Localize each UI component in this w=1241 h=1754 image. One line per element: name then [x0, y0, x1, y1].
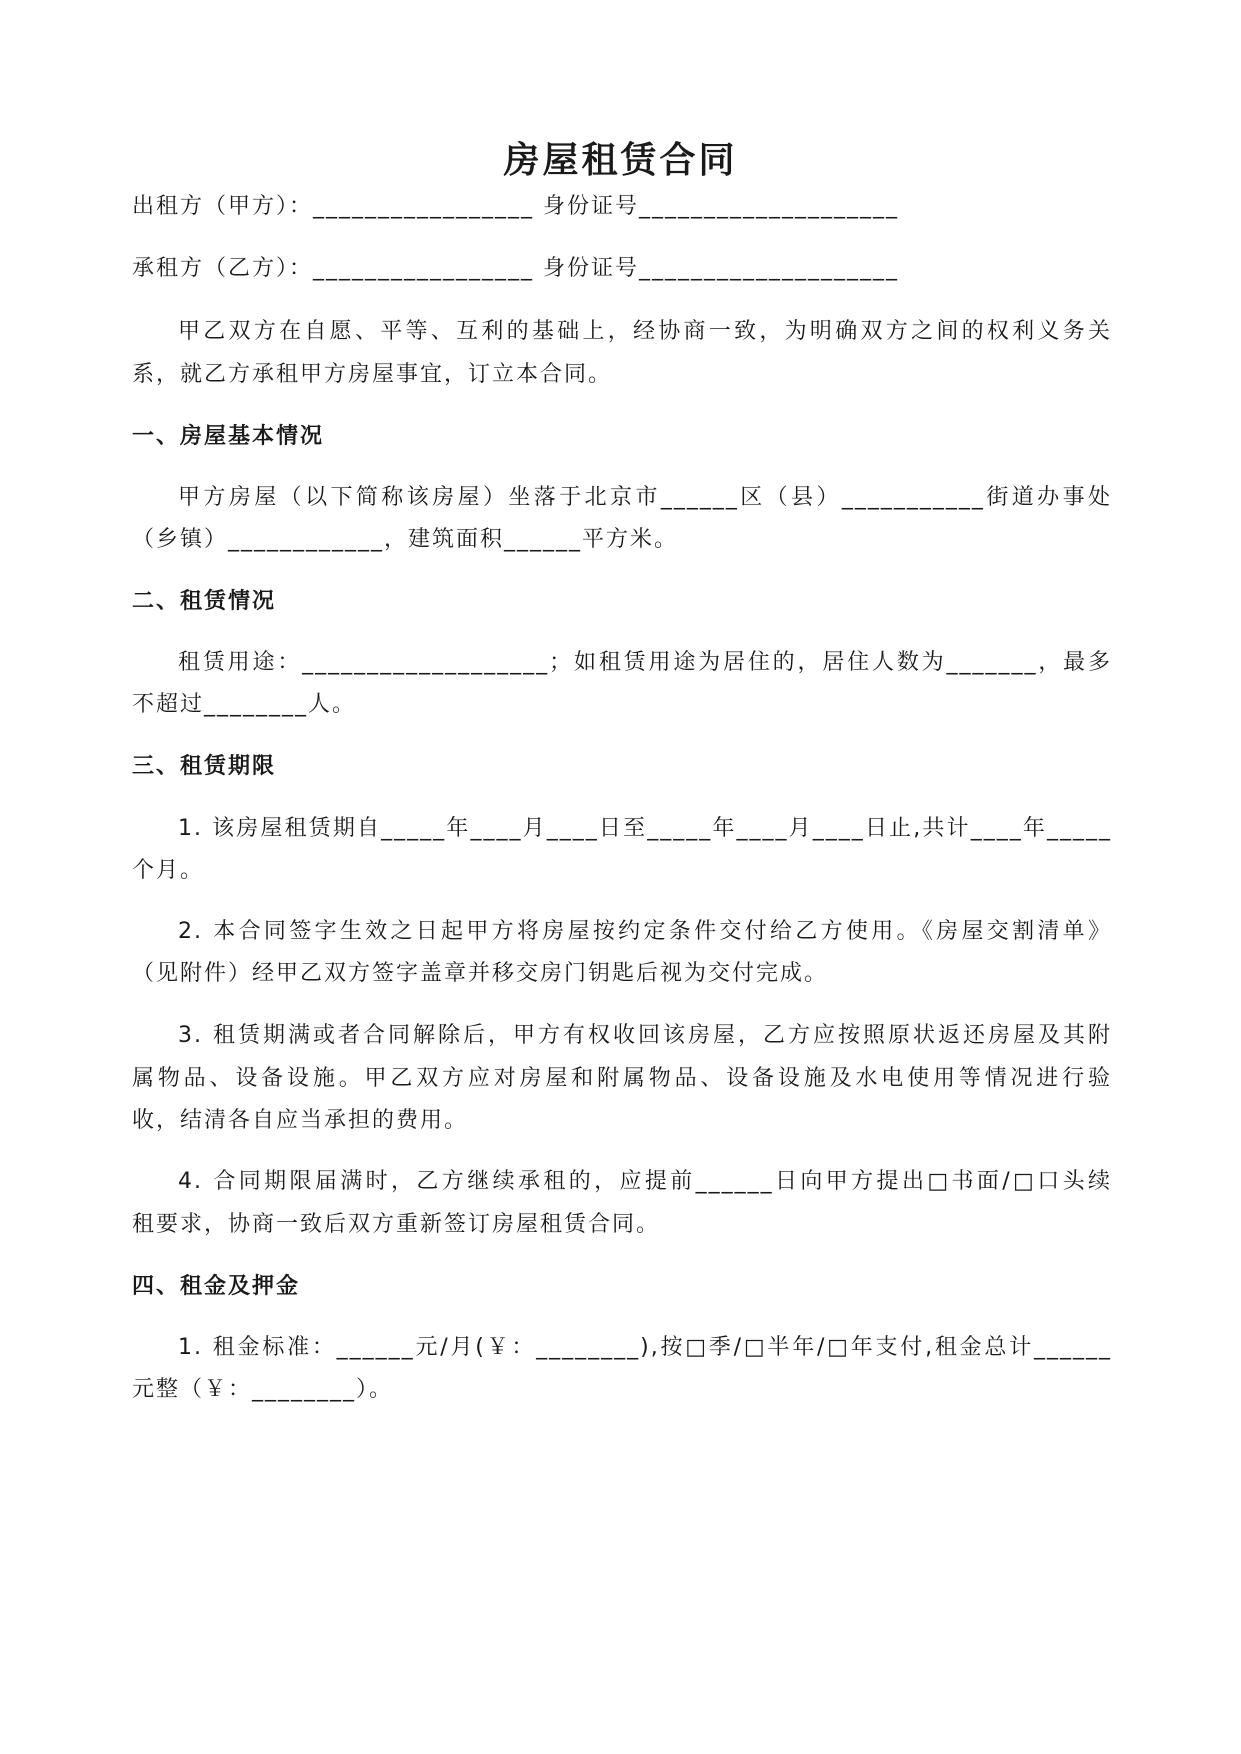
lease-term-item-1-line-1: 1. 该房屋租赁期自_____年____月____日至_____年____月____日止,共计____年_____ [178, 816, 1112, 841]
lease-info-line-2: 不超过________人。 [132, 692, 357, 717]
section-heading-lease-info: 二、租赁情况 [132, 589, 277, 614]
lease-term-item-1-line-2: 个月。 [132, 858, 205, 883]
lease-term-item-3-line-3: 收，结清各自应当承担的费用。 [132, 1108, 469, 1133]
intro-paragraph-line-2: 系，就乙方承租甲方房屋事宜，订立本合同。 [132, 362, 613, 387]
lease-term-item-4-line-1: 4. 合同期限届满时，乙方继续承租的，应提前______日向甲方提出□书面/□口头续 [178, 1169, 1112, 1194]
rent-item-1-line-2: 元整（￥：________）。 [132, 1377, 394, 1402]
lease-term-item-3-line-2: 属物品、设备设施。甲乙双方应对房屋和附属物品、设备设施及水电使用等情况进行验 [132, 1066, 1112, 1091]
lease-term-item-4-line-2: 租要求，协商一致后双方重新签订房屋租赁合同。 [132, 1212, 661, 1237]
house-info-line-1: 甲方房屋（以下简称该房屋）坐落于北京市______区（县）___________街道办事处 [178, 485, 1112, 510]
lease-term-item-2-line-2: （见附件）经甲乙双方签字盖章并移交房门钥匙后视为交付完成。 [132, 961, 829, 986]
document-title: 房屋租赁合同 [503, 140, 738, 181]
lease-term-item-2-line-1: 2. 本合同签字生效之日起甲方将房屋按约定条件交付给乙方使用。《房屋交割清单》 [178, 919, 1112, 944]
lessor-line: 出租方（甲方）：_________________ 身份证号____________________ [132, 194, 899, 219]
section-heading-house-info: 一、房屋基本情况 [132, 424, 325, 449]
house-info-line-2: （乡镇）____________，建筑面积______平方米。 [132, 527, 679, 552]
intro-paragraph-line-1: 甲乙双方在自愿、平等、互利的基础上，经协商一致，为明确双方之间的权利义务关 [178, 319, 1112, 344]
lessee-line: 承租方（乙方）：_________________ 身份证号____________________ [132, 256, 899, 281]
lease-term-item-3-line-1: 3. 租赁期满或者合同解除后，甲方有权收回该房屋，乙方应按照原状返还房屋及其附 [178, 1023, 1112, 1048]
section-heading-rent-deposit: 四、租金及押金 [132, 1274, 301, 1299]
rent-item-1-line-1: 1. 租金标准：______元/月(￥：________),按□季/□半年/□年支付,租金总计______ [178, 1335, 1112, 1360]
lease-info-line-1: 租赁用途：___________________；如租赁用途为居住的，居住人数为_______，最多 [178, 650, 1112, 675]
section-heading-lease-term: 三、租赁期限 [132, 754, 277, 779]
